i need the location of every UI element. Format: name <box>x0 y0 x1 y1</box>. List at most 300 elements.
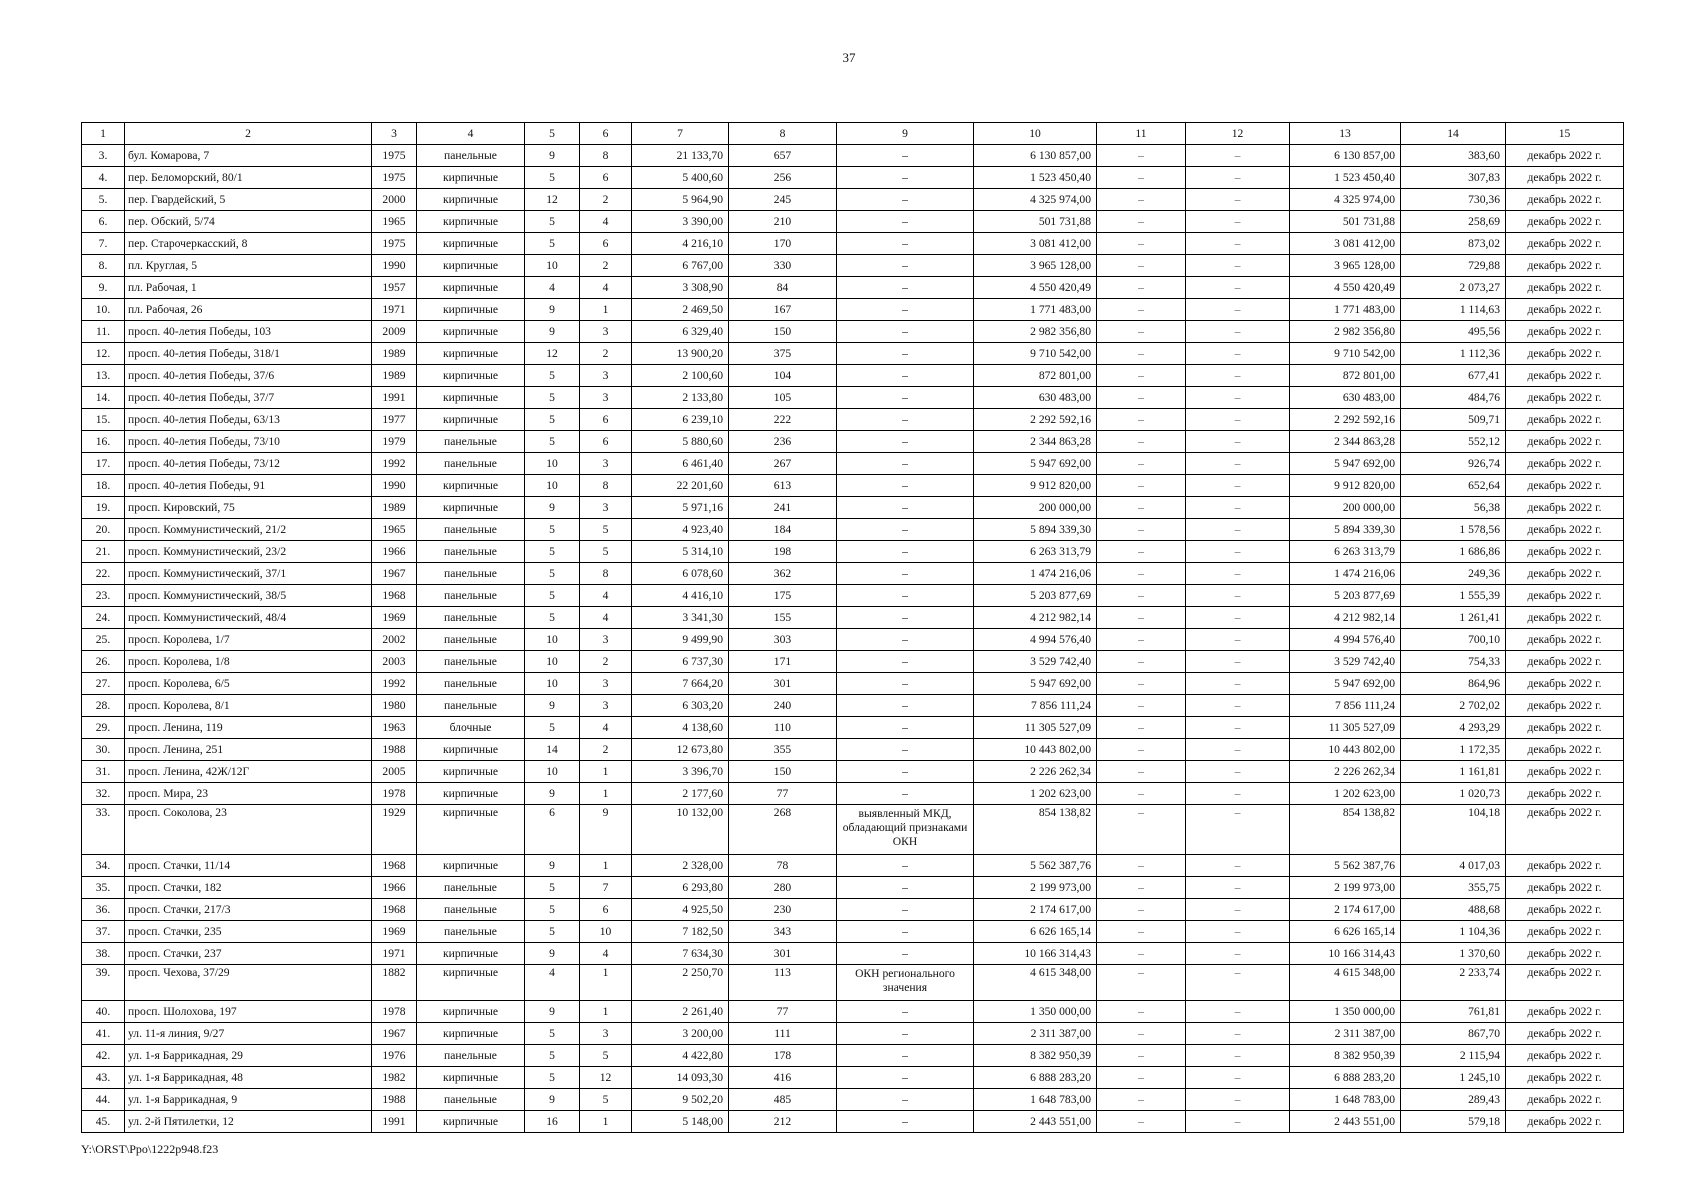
cost-col-13: 4 325 974,00 <box>1290 189 1401 211</box>
total-area: 2 133,80 <box>632 387 729 409</box>
deadline: декабрь 2022 г. <box>1506 1045 1624 1067</box>
residents: 657 <box>729 145 837 167</box>
deadline: декабрь 2022 г. <box>1506 943 1624 965</box>
residents: 301 <box>729 943 837 965</box>
deadline: декабрь 2022 г. <box>1506 761 1624 783</box>
residents: 184 <box>729 519 837 541</box>
heritage-status: – <box>837 739 974 761</box>
floors: 4 <box>525 965 580 1001</box>
deadline: декабрь 2022 г. <box>1506 189 1624 211</box>
year-built: 1989 <box>372 365 417 387</box>
address: просп. Мира, 23 <box>125 783 372 805</box>
heritage-status: – <box>837 651 974 673</box>
cost-col-11: – <box>1097 585 1186 607</box>
wall-material: кирпичные <box>417 761 525 783</box>
wall-material: панельные <box>417 877 525 899</box>
entrances: 1 <box>580 761 632 783</box>
heritage-status: – <box>837 475 974 497</box>
entrances: 3 <box>580 453 632 475</box>
cost-total: 4 325 974,00 <box>974 189 1097 211</box>
row-number: 30. <box>82 739 125 761</box>
deadline: декабрь 2022 г. <box>1506 475 1624 497</box>
table-row <box>82 921 1624 943</box>
cost-col-12: – <box>1186 321 1290 343</box>
deadline: декабрь 2022 г. <box>1506 211 1624 233</box>
heritage-status: – <box>837 1045 974 1067</box>
total-area: 5 148,00 <box>632 1111 729 1133</box>
cost-col-11: – <box>1097 519 1186 541</box>
cost-col-11: – <box>1097 607 1186 629</box>
entrances: 1 <box>580 1111 632 1133</box>
deadline: декабрь 2022 г. <box>1506 855 1624 877</box>
heritage-status: – <box>837 855 974 877</box>
cost-col-13: 9 710 542,00 <box>1290 343 1401 365</box>
table-row <box>82 453 1624 475</box>
cost-col-11: – <box>1097 899 1186 921</box>
wall-material: кирпичные <box>417 739 525 761</box>
address: просп. Кировский, 75 <box>125 497 372 519</box>
table-row <box>82 475 1624 497</box>
cost-col-12: – <box>1186 673 1290 695</box>
cost-total: 2 199 973,00 <box>974 877 1097 899</box>
cost-total: 2 311 387,00 <box>974 1023 1097 1045</box>
cost-col-13: 6 888 283,20 <box>1290 1067 1401 1089</box>
entrances: 9 <box>580 805 632 855</box>
total-area: 6 737,30 <box>632 651 729 673</box>
table-row <box>82 717 1624 739</box>
cost-per-sqm: 729,88 <box>1401 255 1506 277</box>
cost-col-12: – <box>1186 409 1290 431</box>
table-row <box>82 1089 1624 1111</box>
wall-material: блочные <box>417 717 525 739</box>
cost-per-sqm: 700,10 <box>1401 629 1506 651</box>
deadline: декабрь 2022 г. <box>1506 651 1624 673</box>
cost-total: 5 947 692,00 <box>974 453 1097 475</box>
total-area: 6 078,60 <box>632 563 729 585</box>
year-built: 1965 <box>372 211 417 233</box>
address: просп. Стачки, 237 <box>125 943 372 965</box>
row-number: 17. <box>82 453 125 475</box>
year-built: 1978 <box>372 783 417 805</box>
cost-col-13: 200 000,00 <box>1290 497 1401 519</box>
address: просп. 40-летия Победы, 318/1 <box>125 343 372 365</box>
cost-col-12: – <box>1186 855 1290 877</box>
col-header: 13 <box>1290 123 1401 145</box>
entrances: 3 <box>580 673 632 695</box>
cost-col-13: 4 994 576,40 <box>1290 629 1401 651</box>
table-row <box>82 343 1624 365</box>
row-number: 28. <box>82 695 125 717</box>
heritage-status: – <box>837 431 974 453</box>
floors: 6 <box>525 805 580 855</box>
residents: 303 <box>729 629 837 651</box>
wall-material: панельные <box>417 431 525 453</box>
heritage-status: – <box>837 1001 974 1023</box>
entrances: 1 <box>580 783 632 805</box>
col-header: 4 <box>417 123 525 145</box>
cost-col-13: 2 199 973,00 <box>1290 877 1401 899</box>
year-built: 2003 <box>372 651 417 673</box>
year-built: 1969 <box>372 921 417 943</box>
floors: 5 <box>525 899 580 921</box>
cost-total: 5 203 877,69 <box>974 585 1097 607</box>
deadline: декабрь 2022 г. <box>1506 563 1624 585</box>
wall-material: панельные <box>417 695 525 717</box>
total-area: 2 469,50 <box>632 299 729 321</box>
floors: 5 <box>525 1023 580 1045</box>
year-built: 1967 <box>372 1023 417 1045</box>
cost-per-sqm: 2 115,94 <box>1401 1045 1506 1067</box>
cost-total: 4 212 982,14 <box>974 607 1097 629</box>
year-built: 1982 <box>372 1067 417 1089</box>
cost-col-13: 10 443 802,00 <box>1290 739 1401 761</box>
cost-col-11: – <box>1097 761 1186 783</box>
floors: 4 <box>525 277 580 299</box>
table-row <box>82 805 1624 855</box>
year-built: 1963 <box>372 717 417 739</box>
cost-col-11: – <box>1097 541 1186 563</box>
cost-col-12: – <box>1186 431 1290 453</box>
cost-col-12: – <box>1186 585 1290 607</box>
row-number: 33. <box>82 805 125 855</box>
wall-material: кирпичные <box>417 365 525 387</box>
year-built: 1990 <box>372 475 417 497</box>
year-built: 1990 <box>372 255 417 277</box>
wall-material: кирпичные <box>417 321 525 343</box>
heritage-status: – <box>837 717 974 739</box>
floors: 9 <box>525 145 580 167</box>
heritage-status: – <box>837 321 974 343</box>
entrances: 1 <box>580 299 632 321</box>
entrances: 8 <box>580 145 632 167</box>
row-number: 45. <box>82 1111 125 1133</box>
row-number: 31. <box>82 761 125 783</box>
cost-per-sqm: 1 686,86 <box>1401 541 1506 563</box>
wall-material: кирпичные <box>417 277 525 299</box>
cost-total: 2 174 617,00 <box>974 899 1097 921</box>
year-built: 1979 <box>372 431 417 453</box>
deadline: декабрь 2022 г. <box>1506 607 1624 629</box>
heritage-status: – <box>837 409 974 431</box>
row-number: 16. <box>82 431 125 453</box>
deadline: декабрь 2022 г. <box>1506 1023 1624 1045</box>
cost-per-sqm: 1 172,35 <box>1401 739 1506 761</box>
row-number: 27. <box>82 673 125 695</box>
cost-col-13: 6 626 165,14 <box>1290 921 1401 943</box>
total-area: 4 925,50 <box>632 899 729 921</box>
table-row <box>82 673 1624 695</box>
cost-col-12: – <box>1186 365 1290 387</box>
total-area: 3 308,90 <box>632 277 729 299</box>
cost-col-12: – <box>1186 189 1290 211</box>
cost-col-11: – <box>1097 277 1186 299</box>
cost-col-12: – <box>1186 211 1290 233</box>
year-built: 2005 <box>372 761 417 783</box>
residents: 343 <box>729 921 837 943</box>
address: просп. Чехова, 37/29 <box>125 965 372 1001</box>
wall-material: панельные <box>417 629 525 651</box>
wall-material: панельные <box>417 607 525 629</box>
cost-col-11: – <box>1097 475 1186 497</box>
row-number: 20. <box>82 519 125 541</box>
table-row <box>82 277 1624 299</box>
address: пер. Гвардейский, 5 <box>125 189 372 211</box>
row-number: 35. <box>82 877 125 899</box>
cost-col-13: 2 292 592,16 <box>1290 409 1401 431</box>
table-row <box>82 431 1624 453</box>
residents: 150 <box>729 761 837 783</box>
year-built: 1965 <box>372 519 417 541</box>
total-area: 7 664,20 <box>632 673 729 695</box>
entrances: 6 <box>580 899 632 921</box>
cost-col-13: 2 443 551,00 <box>1290 1111 1401 1133</box>
cost-per-sqm: 104,18 <box>1401 805 1506 855</box>
floors: 10 <box>525 673 580 695</box>
entrances: 3 <box>580 497 632 519</box>
col-header: 2 <box>125 123 372 145</box>
col-header: 6 <box>580 123 632 145</box>
floors: 14 <box>525 739 580 761</box>
cost-per-sqm: 355,75 <box>1401 877 1506 899</box>
deadline: декабрь 2022 г. <box>1506 1001 1624 1023</box>
address: просп. Ленина, 251 <box>125 739 372 761</box>
row-number: 25. <box>82 629 125 651</box>
address: просп. 40-летия Победы, 73/12 <box>125 453 372 475</box>
deadline: декабрь 2022 г. <box>1506 783 1624 805</box>
floors: 5 <box>525 717 580 739</box>
entrances: 1 <box>580 965 632 1001</box>
residents: 236 <box>729 431 837 453</box>
deadline: декабрь 2022 г. <box>1506 695 1624 717</box>
cost-col-11: – <box>1097 877 1186 899</box>
table-row <box>82 497 1624 519</box>
cost-col-11: – <box>1097 783 1186 805</box>
cost-col-12: – <box>1186 943 1290 965</box>
address: просп. 40-летия Победы, 73/10 <box>125 431 372 453</box>
residents: 175 <box>729 585 837 607</box>
wall-material: панельные <box>417 453 525 475</box>
entrances: 6 <box>580 431 632 453</box>
cost-col-13: 7 856 111,24 <box>1290 695 1401 717</box>
residents: 198 <box>729 541 837 563</box>
cost-per-sqm: 1 112,36 <box>1401 343 1506 365</box>
cost-col-13: 2 982 356,80 <box>1290 321 1401 343</box>
residents: 267 <box>729 453 837 475</box>
cost-col-13: 9 912 820,00 <box>1290 475 1401 497</box>
row-number: 32. <box>82 783 125 805</box>
row-number: 13. <box>82 365 125 387</box>
entrances: 1 <box>580 855 632 877</box>
cost-per-sqm: 926,74 <box>1401 453 1506 475</box>
floors: 10 <box>525 629 580 651</box>
cost-col-12: – <box>1186 167 1290 189</box>
col-header: 11 <box>1097 123 1186 145</box>
address: ул. 1-я Баррикадная, 29 <box>125 1045 372 1067</box>
cost-per-sqm: 289,43 <box>1401 1089 1506 1111</box>
cost-per-sqm: 307,83 <box>1401 167 1506 189</box>
cost-col-12: – <box>1186 629 1290 651</box>
deadline: декабрь 2022 г. <box>1506 877 1624 899</box>
cost-total: 501 731,88 <box>974 211 1097 233</box>
table-body <box>82 123 1624 1133</box>
year-built: 1882 <box>372 965 417 1001</box>
floors: 9 <box>525 783 580 805</box>
wall-material: панельные <box>417 563 525 585</box>
year-built: 2000 <box>372 189 417 211</box>
residents: 375 <box>729 343 837 365</box>
wall-material: кирпичные <box>417 475 525 497</box>
cost-col-11: – <box>1097 739 1186 761</box>
heritage-status: – <box>837 211 974 233</box>
total-area: 7 182,50 <box>632 921 729 943</box>
wall-material: кирпичные <box>417 255 525 277</box>
row-number: 40. <box>82 1001 125 1023</box>
cost-per-sqm: 867,70 <box>1401 1023 1506 1045</box>
table-row <box>82 651 1624 673</box>
residents: 104 <box>729 365 837 387</box>
cost-total: 5 947 692,00 <box>974 673 1097 695</box>
cost-total: 1 648 783,00 <box>974 1089 1097 1111</box>
cost-total: 5 562 387,76 <box>974 855 1097 877</box>
year-built: 1977 <box>372 409 417 431</box>
cost-col-13: 4 212 982,14 <box>1290 607 1401 629</box>
entrances: 2 <box>580 739 632 761</box>
cost-total: 3 529 742,40 <box>974 651 1097 673</box>
residents: 241 <box>729 497 837 519</box>
wall-material: кирпичные <box>417 1111 525 1133</box>
wall-material: кирпичные <box>417 211 525 233</box>
floors: 16 <box>525 1111 580 1133</box>
entrances: 6 <box>580 409 632 431</box>
address: ул. 2-й Пятилетки, 12 <box>125 1111 372 1133</box>
cost-col-12: – <box>1186 651 1290 673</box>
residents: 330 <box>729 255 837 277</box>
cost-per-sqm: 2 073,27 <box>1401 277 1506 299</box>
cost-col-12: – <box>1186 299 1290 321</box>
wall-material: панельные <box>417 541 525 563</box>
cost-col-11: – <box>1097 321 1186 343</box>
cost-per-sqm: 249,36 <box>1401 563 1506 585</box>
wall-material: панельные <box>417 899 525 921</box>
total-area: 4 138,60 <box>632 717 729 739</box>
entrances: 4 <box>580 943 632 965</box>
floors: 12 <box>525 343 580 365</box>
entrances: 10 <box>580 921 632 943</box>
cost-total: 4 550 420,49 <box>974 277 1097 299</box>
year-built: 2009 <box>372 321 417 343</box>
table-row <box>82 365 1624 387</box>
cost-col-13: 1 474 216,06 <box>1290 563 1401 585</box>
cost-col-11: – <box>1097 629 1186 651</box>
cost-col-11: – <box>1097 563 1186 585</box>
cost-total: 7 856 111,24 <box>974 695 1097 717</box>
residents: 84 <box>729 277 837 299</box>
cost-col-12: – <box>1186 453 1290 475</box>
col-header: 8 <box>729 123 837 145</box>
residents: 78 <box>729 855 837 877</box>
row-number: 29. <box>82 717 125 739</box>
residents: 170 <box>729 233 837 255</box>
heritage-status: – <box>837 585 974 607</box>
row-number: 44. <box>82 1089 125 1111</box>
deadline: декабрь 2022 г. <box>1506 519 1624 541</box>
wall-material: панельные <box>417 585 525 607</box>
cost-total: 872 801,00 <box>974 365 1097 387</box>
deadline: декабрь 2022 г. <box>1506 233 1624 255</box>
year-built: 1957 <box>372 277 417 299</box>
row-number: 4. <box>82 167 125 189</box>
col-header: 5 <box>525 123 580 145</box>
address: просп. Стачки, 217/3 <box>125 899 372 921</box>
row-number: 8. <box>82 255 125 277</box>
cost-per-sqm: 2 702,02 <box>1401 695 1506 717</box>
year-built: 1992 <box>372 453 417 475</box>
year-built: 1971 <box>372 943 417 965</box>
address: пл. Рабочая, 26 <box>125 299 372 321</box>
floors: 5 <box>525 1045 580 1067</box>
row-number: 43. <box>82 1067 125 1089</box>
row-number: 37. <box>82 921 125 943</box>
year-built: 1989 <box>372 343 417 365</box>
cost-col-13: 3 529 742,40 <box>1290 651 1401 673</box>
address: просп. Стачки, 182 <box>125 877 372 899</box>
cost-per-sqm: 1 161,81 <box>1401 761 1506 783</box>
total-area: 3 390,00 <box>632 211 729 233</box>
entrances: 6 <box>580 167 632 189</box>
cost-col-12: – <box>1186 1111 1290 1133</box>
cost-total: 6 888 283,20 <box>974 1067 1097 1089</box>
year-built: 1991 <box>372 1111 417 1133</box>
cost-col-11: – <box>1097 453 1186 475</box>
cost-col-13: 6 263 313,79 <box>1290 541 1401 563</box>
heritage-status: – <box>837 255 974 277</box>
address: просп. Стачки, 235 <box>125 921 372 943</box>
cost-col-11: – <box>1097 673 1186 695</box>
address: просп. Коммунистический, 48/4 <box>125 607 372 629</box>
heritage-status: – <box>837 519 974 541</box>
entrances: 2 <box>580 343 632 365</box>
table-row <box>82 519 1624 541</box>
heritage-status: – <box>837 343 974 365</box>
row-number: 7. <box>82 233 125 255</box>
table-row <box>82 409 1624 431</box>
address: ул. 1-я Баррикадная, 9 <box>125 1089 372 1111</box>
cost-total: 2 443 551,00 <box>974 1111 1097 1133</box>
floors: 5 <box>525 167 580 189</box>
entrances: 6 <box>580 233 632 255</box>
col-header: 12 <box>1186 123 1290 145</box>
residents: 105 <box>729 387 837 409</box>
cost-total: 2 226 262,34 <box>974 761 1097 783</box>
entrances: 3 <box>580 387 632 409</box>
row-number: 26. <box>82 651 125 673</box>
cost-col-12: – <box>1186 277 1290 299</box>
total-area: 5 400,60 <box>632 167 729 189</box>
cost-total: 6 263 313,79 <box>974 541 1097 563</box>
cost-col-11: – <box>1097 855 1186 877</box>
residents: 167 <box>729 299 837 321</box>
address: пер. Старочеркасский, 8 <box>125 233 372 255</box>
address: просп. Ленина, 119 <box>125 717 372 739</box>
year-built: 1967 <box>372 563 417 585</box>
address: пл. Круглая, 5 <box>125 255 372 277</box>
floors: 5 <box>525 387 580 409</box>
cost-total: 10 443 802,00 <box>974 739 1097 761</box>
table-row <box>82 541 1624 563</box>
table-row <box>82 1111 1624 1133</box>
floors: 5 <box>525 409 580 431</box>
residents: 485 <box>729 1089 837 1111</box>
